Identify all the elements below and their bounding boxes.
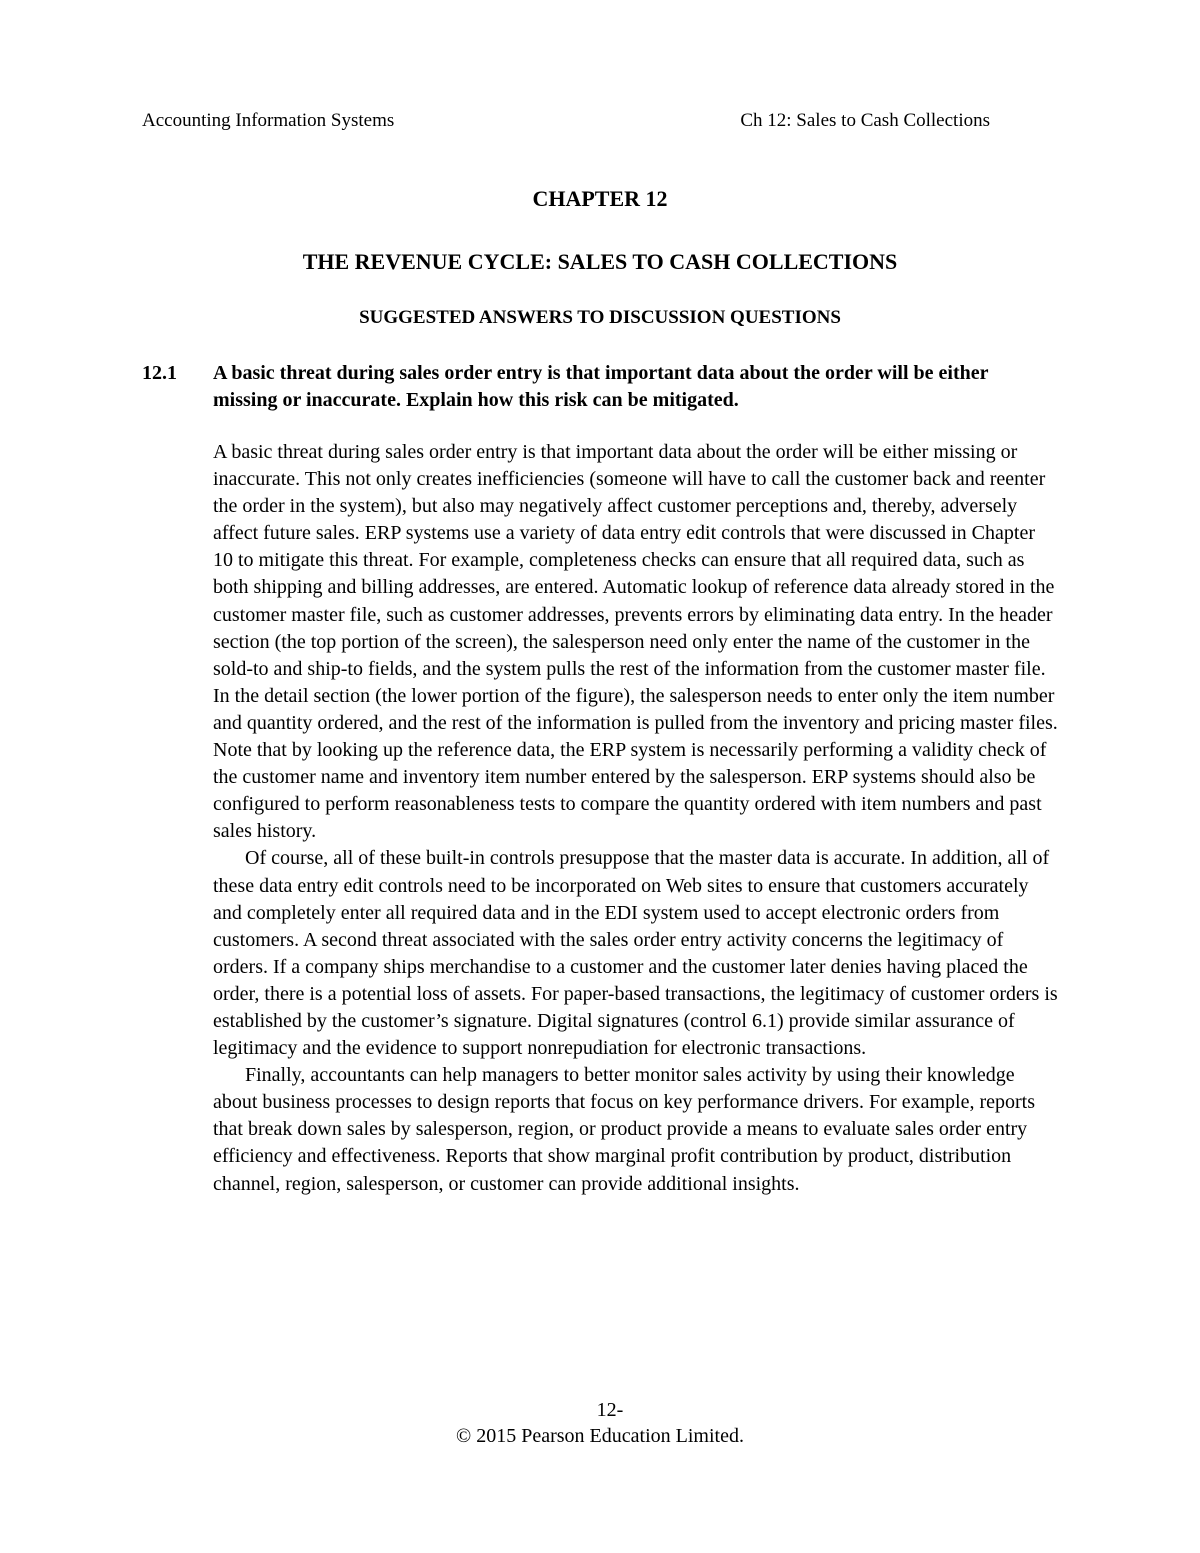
chapter-title: CHAPTER 12 xyxy=(532,186,668,211)
header-book-title: Accounting Information Systems xyxy=(142,110,395,131)
answer-body xyxy=(213,439,1059,1198)
answer-paragraph: Finally, accountants can help managers to better monitor sales activity by using their knowledge about business processes to design reports that focus on key performance drivers. For example, reports that break down sales by salesperson, region, or product provide a means to evaluate sales order entry efficiency and effectiveness. Reports that show marginal profit contribution by product, distribution channel, region, salesperson, or customer can provide additional insights. xyxy=(213,1064,1036,1195)
page-number: 12- xyxy=(596,1399,624,1421)
question-number: 12.1 xyxy=(142,362,177,384)
question-text: A basic threat during sales order entry is that important data about the order will be either missing or inaccurate. Explain how this risk can be mitigated. xyxy=(213,362,989,411)
section-title: SUGGESTED ANSWERS TO DISCUSSION QUESTIONS xyxy=(359,307,841,328)
chapter-subtitle: THE REVENUE CYCLE: SALES TO CASH COLLECTIONS xyxy=(302,249,898,274)
answer-paragraph: A basic threat during sales order entry is that important data about the order will be either missing or inaccurate. This not only creates inefficiencies (someone will have to call the customer back and reenter the order in the system), but also may negatively affect customer perceptions and, thereby, adversely affect future sales. ERP systems use a variety of data entry edit controls that were discussed in Chapter 10 to mitigate this threat. For example, completeness checks can ensure that all required data, such as both shipping and billing addresses, are entered. Automatic lookup of reference data already stored in the customer master file, such as customer addresses, prevents errors by eliminating data entry. In the header section (the top portion of the screen), the salesperson need only enter the name of the customer in the sold-to and ship-to fields, and the system pulls the rest of the information from the customer master file. In the detail section (the lower portion of the figure), the salesperson needs to enter only the item number and quantity ordered, and the rest of the information is pulled from the inventory and pricing master files. Note that by looking up the reference data, the ERP system is necessarily performing a validity check of the customer name and inventory item number entered by the salesperson. ERP systems should also be configured to perform reasonableness tests to compare the quantity ordered with item numbers and past sales history. xyxy=(213,441,1058,843)
page-footer xyxy=(0,1397,1200,1449)
copyright-notice: © 2015 Pearson Education Limited. xyxy=(456,1425,744,1447)
header-chapter-title: Ch 12: Sales to Cash Collections xyxy=(740,110,990,131)
running-header xyxy=(142,108,990,134)
answer-paragraph: Of course, all of these built-in controls presuppose that the master data is accurate. In addition, all of these data entry edit controls need to be incorporated on Web sites to ensure that customers accurately and completely enter all required data and in the EDI system used to accept electronic orders from customers. A second threat associated with the sales order entry activity concerns the legitimacy of orders. If a company ships merchandise to a customer and the customer later denies having placed the order, there is a potential loss of assets. For paper-based transactions, the legitimacy of customer orders is established by the customer’s signature. Digital signatures (control 6.1) provide similar assurance of legitimacy and the evidence to support nonrepudiation for electronic transactions. xyxy=(213,847,1058,1060)
